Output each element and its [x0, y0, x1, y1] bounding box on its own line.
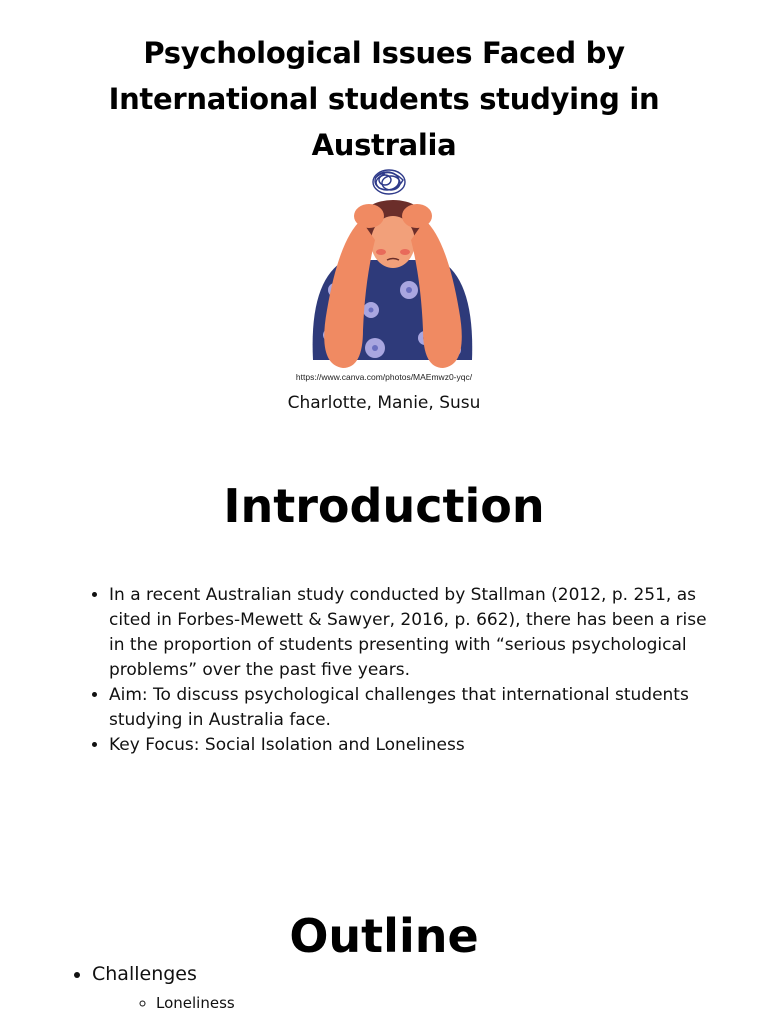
introduction-heading: Introduction [223, 479, 545, 533]
outline-heading: Outline [289, 909, 479, 963]
list-item: • Aim: To discuss psychological challenges that international students studying in Australia face. [109, 683, 714, 733]
authors: Charlotte, Manie, Susu [287, 393, 481, 413]
image-credit: https://www.canva.com/photos/MAEmwz0-yqc/ [295, 372, 473, 382]
introduction-list [90, 583, 714, 758]
list-item [92, 960, 692, 1014]
list-item: ◦ Loneliness [156, 992, 692, 1014]
stressed-person-illustration [305, 160, 480, 375]
outline-sublist [92, 992, 692, 1014]
scribble-icon [373, 170, 405, 194]
document-title: Psychological Issues Faced by International students studying in Australia [108, 36, 660, 162]
outline-list [72, 960, 692, 1014]
list-item: • Key Focus: Social Isolation and Loneliness [109, 733, 714, 758]
outline-item-label: Challenges [92, 963, 197, 985]
list-item: • In a recent Australian study conducted by Stallman (2012, p. 251, as cited in Forbes-Mewett & Sawyer, 2016, p. 662), there has been a rise in the proportion of students presenting with “serious psychological problems” over the past five years. [109, 583, 714, 683]
